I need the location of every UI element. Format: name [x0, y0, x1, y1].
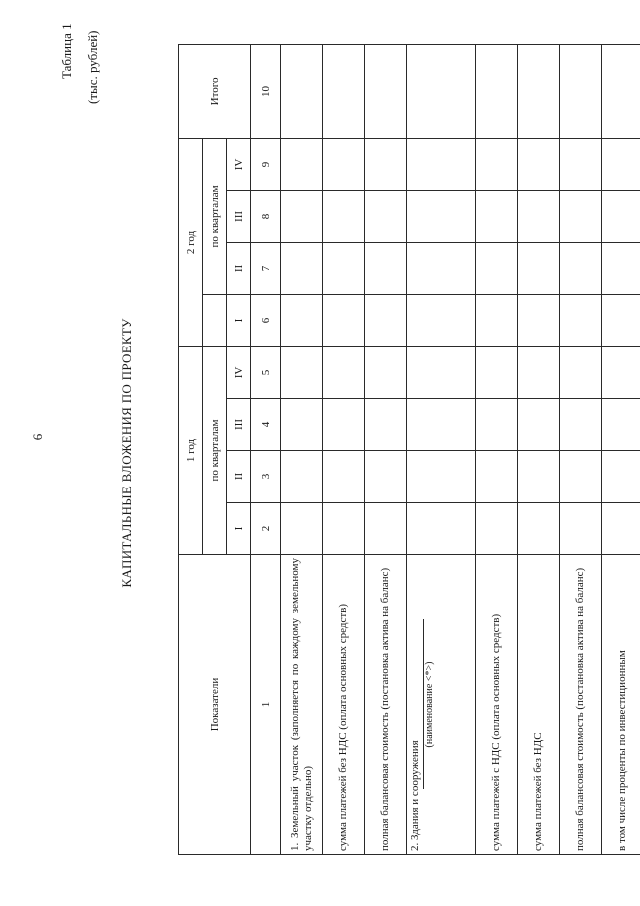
quarter-header: IV: [227, 346, 251, 398]
data-cell: [323, 190, 365, 242]
header-year-1: 1 год: [179, 346, 203, 554]
data-cell: [476, 44, 518, 138]
rotated-page-content: [20, 13, 629, 893]
data-cell: [281, 44, 323, 138]
column-number: 1: [251, 555, 281, 855]
data-cell: [323, 294, 365, 346]
table-label: Таблица 1: [59, 23, 74, 79]
name-placeholder: (наименование <*>): [424, 661, 435, 748]
data-cell: [560, 346, 602, 398]
data-cell: [602, 503, 640, 555]
table-row: [281, 44, 323, 854]
data-cell: [323, 451, 365, 503]
data-cell: [407, 44, 476, 138]
data-cell: [281, 190, 323, 242]
data-cell: [476, 138, 518, 190]
data-cell: [602, 190, 640, 242]
header-blank-cell: [203, 294, 227, 346]
data-cell: [518, 346, 560, 398]
quarter-header: IV: [227, 138, 251, 190]
data-cell: [323, 346, 365, 398]
data-cell: [560, 242, 602, 294]
data-cell: [560, 399, 602, 451]
data-cell: [407, 346, 476, 398]
column-number: 8: [251, 190, 281, 242]
table-row: [602, 44, 640, 854]
data-cell: [365, 190, 407, 242]
data-cell: [365, 451, 407, 503]
table-row: [323, 44, 365, 854]
data-cell: [518, 242, 560, 294]
data-cell: [602, 242, 640, 294]
row-label: в том числе проценты по инвестиционным: [602, 555, 640, 855]
data-cell: [323, 503, 365, 555]
data-cell: [323, 242, 365, 294]
column-number: 4: [251, 399, 281, 451]
data-cell: [407, 294, 476, 346]
header-by-quarters-year-1: по кварталам: [203, 346, 227, 554]
row-label: сумма платежей без НДС (оплата основных средств): [323, 555, 365, 855]
data-cell: [518, 190, 560, 242]
row-label: сумма платежей с НДС (оплата основных средств): [476, 555, 518, 855]
data-cell: [476, 451, 518, 503]
data-cell: [407, 503, 476, 555]
data-cell: [365, 242, 407, 294]
data-cell: [560, 138, 602, 190]
header-by-quarters-year-2: по кварталам: [203, 138, 227, 294]
row-label: 2. Здания и сооружения: [409, 740, 421, 851]
header-year-2: 2 год: [179, 138, 203, 346]
data-cell: [560, 294, 602, 346]
document-title: КАПИТАЛЬНЫЕ ВЛОЖЕНИЯ ПО ПРОЕКТУ: [119, 318, 134, 588]
data-cell: [323, 399, 365, 451]
column-number: 6: [251, 294, 281, 346]
quarter-header: I: [227, 294, 251, 346]
data-cell: [560, 44, 602, 138]
quarter-header: II: [227, 451, 251, 503]
column-number: 2: [251, 503, 281, 555]
row-label: 1. Земельный участок (заполняется по каждому земельному участку отдельно): [281, 555, 323, 855]
column-number: 5: [251, 346, 281, 398]
quarter-header: I: [227, 503, 251, 555]
quarter-header: III: [227, 190, 251, 242]
table-row: [407, 44, 476, 854]
data-cell: [602, 44, 640, 138]
quarter-header: III: [227, 399, 251, 451]
data-cell: [281, 503, 323, 555]
data-cell: [518, 503, 560, 555]
data-cell: [602, 346, 640, 398]
data-cell: [407, 399, 476, 451]
data-cell: [518, 399, 560, 451]
data-cell: [281, 346, 323, 398]
data-cell: [476, 242, 518, 294]
page-number: 6: [30, 433, 45, 441]
header-total: Итого: [179, 44, 251, 138]
data-cell: [518, 44, 560, 138]
data-cell: [365, 399, 407, 451]
data-cell: [560, 451, 602, 503]
data-cell: [602, 399, 640, 451]
capital-investments-table: [178, 44, 640, 855]
column-number: 10: [251, 44, 281, 138]
data-cell: [365, 294, 407, 346]
table-row: [560, 44, 602, 854]
data-cell: [476, 294, 518, 346]
row-label-cell: [407, 555, 476, 855]
data-cell: [602, 451, 640, 503]
data-cell: [281, 138, 323, 190]
data-cell: [365, 138, 407, 190]
data-cell: [560, 503, 602, 555]
data-cell: [365, 503, 407, 555]
data-cell: [323, 44, 365, 138]
table-row: [476, 44, 518, 854]
data-cell: [281, 294, 323, 346]
column-number: 9: [251, 138, 281, 190]
units-label: (тыс. рублей): [85, 30, 100, 104]
data-cell: [407, 242, 476, 294]
row-label: сумма платежей без НДС: [518, 555, 560, 855]
data-cell: [323, 138, 365, 190]
data-cell: [281, 451, 323, 503]
table-row: [365, 44, 407, 854]
data-cell: [476, 399, 518, 451]
column-number: 3: [251, 451, 281, 503]
column-number: 7: [251, 242, 281, 294]
header-indicators: Показатели: [179, 555, 251, 855]
data-cell: [281, 399, 323, 451]
data-cell: [365, 346, 407, 398]
row-label: полная балансовая стоимость (постановка актива на баланс): [560, 555, 602, 855]
data-cell: [518, 294, 560, 346]
data-cell: [476, 190, 518, 242]
data-cell: [476, 346, 518, 398]
data-cell: [281, 242, 323, 294]
data-cell: [365, 44, 407, 138]
data-cell: [407, 138, 476, 190]
data-cell: [560, 190, 602, 242]
data-cell: [518, 138, 560, 190]
data-cell: [518, 451, 560, 503]
data-cell: [602, 294, 640, 346]
data-cell: [602, 138, 640, 190]
quarter-header: II: [227, 242, 251, 294]
data-cell: [407, 190, 476, 242]
row-label: полная балансовая стоимость (постановка актива на баланс): [365, 555, 407, 855]
table-row: [518, 44, 560, 854]
data-cell: [407, 451, 476, 503]
data-cell: [476, 503, 518, 555]
